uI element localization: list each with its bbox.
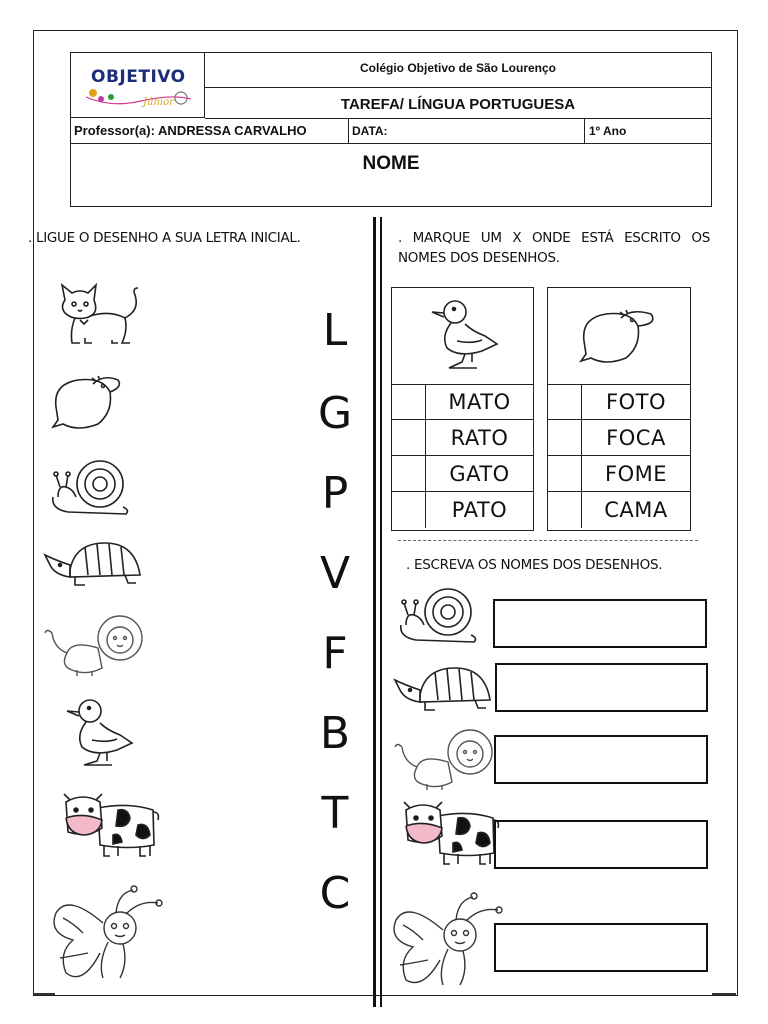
butterfly-icon	[48, 878, 173, 993]
grade-label: 1º Ano	[585, 118, 711, 144]
table-row	[548, 492, 690, 528]
checkbox-cell[interactable]	[548, 456, 582, 491]
word-choice-table-duck	[391, 287, 534, 531]
seal-icon	[548, 288, 688, 382]
letter-option[interactable]: G	[317, 388, 353, 439]
letter-option[interactable]: F	[322, 628, 348, 679]
checkbox-cell[interactable]	[548, 492, 582, 528]
task-title: TAREFA/ LÍNGUA PORTUGUESA	[205, 87, 711, 119]
table-row	[392, 492, 533, 528]
page-edge-line	[712, 993, 736, 995]
word-option: CAMA	[604, 498, 668, 522]
duck-icon	[62, 695, 142, 770]
table-row	[392, 420, 533, 456]
letter-option[interactable]: B	[319, 708, 351, 759]
section-divider	[398, 540, 698, 541]
checkbox-cell[interactable]	[392, 492, 426, 528]
answer-box[interactable]	[495, 663, 708, 712]
teacher-label: Professor(a): ANDRESSA CARVALHO	[71, 118, 349, 144]
name-field[interactable]: NOME	[362, 153, 420, 174]
snail-icon	[48, 457, 133, 519]
armadillo-icon	[40, 535, 145, 590]
mark-instruction: . MARQUE UM X ONDE ESTÁ ESCRITO OS NOMES DOS DESENHOS.	[398, 230, 710, 266]
letter-option[interactable]: C	[319, 868, 351, 919]
worksheet-header	[70, 52, 712, 207]
checkbox-cell[interactable]	[392, 456, 426, 491]
snail-icon	[396, 585, 481, 647]
school-logo	[71, 53, 205, 118]
table-row	[548, 384, 690, 420]
word-option: FOME	[605, 462, 667, 486]
answer-box[interactable]	[493, 599, 707, 648]
lion-icon	[42, 608, 152, 680]
word-option: RATO	[450, 426, 509, 450]
checkbox-cell[interactable]	[548, 420, 582, 455]
table-row	[548, 456, 690, 492]
word-choice-table-seal	[547, 287, 691, 531]
duck-icon	[392, 288, 532, 382]
word-option: FOTO	[606, 390, 666, 414]
table-picture	[548, 288, 690, 385]
armadillo-icon	[390, 660, 495, 715]
svg-text:Júnior: Júnior	[143, 97, 174, 108]
answer-box[interactable]	[494, 820, 708, 869]
date-field[interactable]: DATA:	[349, 118, 585, 144]
page-edge-line	[33, 993, 55, 995]
letter-option[interactable]: T	[321, 788, 349, 839]
table-row	[392, 384, 533, 420]
checkbox-cell[interactable]	[548, 384, 582, 419]
word-option: PATO	[451, 498, 508, 522]
checkbox-cell[interactable]	[392, 420, 426, 455]
letter-option[interactable]: P	[321, 468, 349, 519]
word-option: FOCA	[606, 426, 666, 450]
letter-option[interactable]: L	[322, 305, 348, 356]
match-instruction: . LIGUE O DESENHO A SUA LETRA INICIAL.	[28, 230, 301, 246]
column-divider-inner	[380, 217, 382, 1007]
word-option: GATO	[449, 462, 510, 486]
write-instruction: . ESCREVA OS NOMES DOS DESENHOS.	[406, 557, 663, 573]
letter-option[interactable]: V	[319, 548, 351, 599]
seal-icon	[48, 372, 128, 432]
cow-icon	[398, 798, 503, 870]
answer-box[interactable]	[494, 735, 708, 784]
logo-text: OBJETIVO	[91, 67, 186, 87]
lion-icon	[392, 722, 502, 794]
school-name: Colégio Objetivo de São Lourenço	[205, 53, 711, 88]
table-picture	[392, 288, 533, 385]
cat-icon	[50, 280, 145, 352]
answer-box[interactable]	[494, 923, 708, 972]
checkbox-cell[interactable]	[392, 384, 426, 419]
word-option: MATO	[448, 390, 511, 414]
cow-icon	[58, 790, 163, 862]
table-row	[392, 456, 533, 492]
column-divider	[373, 217, 376, 1007]
table-row	[548, 420, 690, 456]
